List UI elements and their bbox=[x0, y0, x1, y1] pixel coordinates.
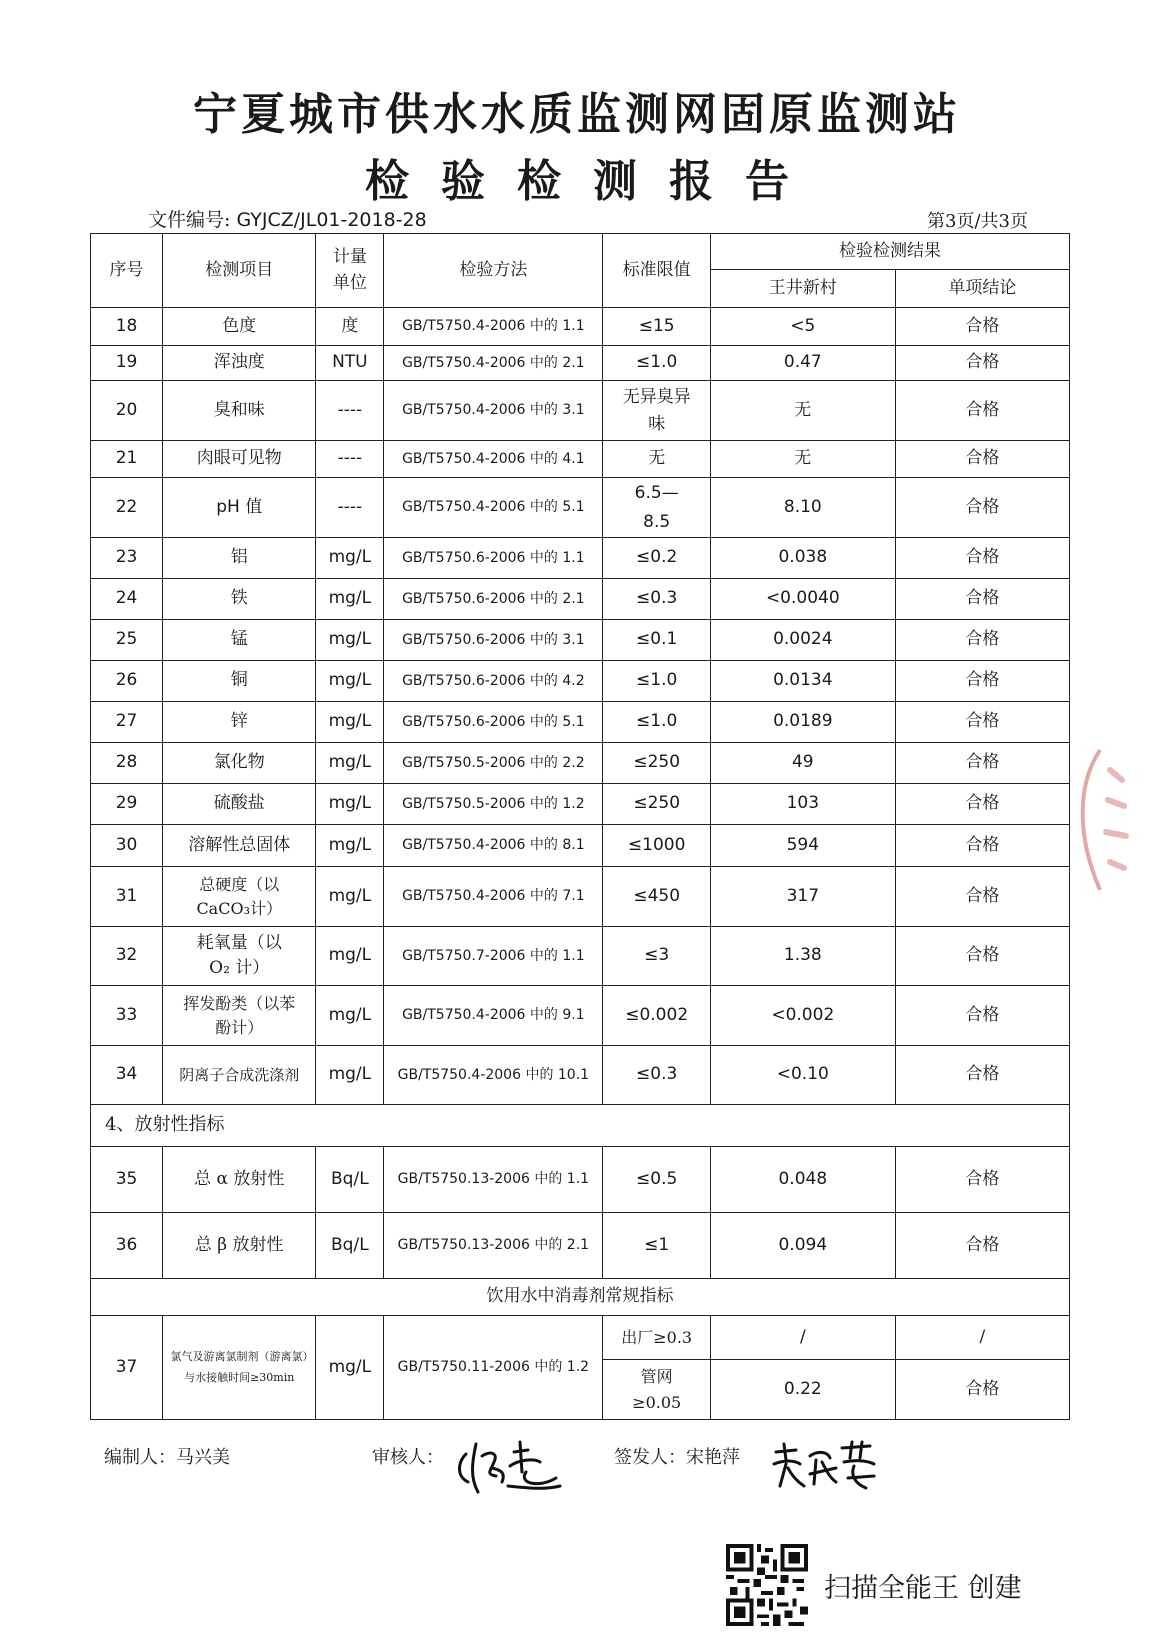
section-row bbox=[91, 1105, 1070, 1147]
row-verdict: 合格 bbox=[895, 381, 1069, 441]
row-limit: ≤0.5 bbox=[603, 1147, 711, 1213]
compiler bbox=[104, 1443, 230, 1469]
row-result-factory: / bbox=[710, 1316, 895, 1360]
row-verdict: 合格 bbox=[895, 986, 1069, 1046]
row-no: 34 bbox=[91, 1046, 163, 1105]
table-row bbox=[91, 620, 1070, 661]
section-radioactivity-title: 4、放射性指标 bbox=[91, 1105, 1070, 1147]
row-unit: mg/L bbox=[316, 1316, 384, 1420]
row-verdict: 合格 bbox=[895, 308, 1069, 346]
row-result-network: 0.22 bbox=[710, 1360, 895, 1420]
row-result: 无 bbox=[710, 441, 895, 478]
row-result: 317 bbox=[710, 867, 895, 927]
row-verdict: 合格 bbox=[895, 825, 1069, 867]
row-verdict: 合格 bbox=[895, 441, 1069, 478]
row-item: 铁 bbox=[163, 579, 316, 620]
row-limit: ≤0.1 bbox=[603, 620, 711, 661]
table-row bbox=[91, 927, 1070, 986]
row-result: 0.048 bbox=[710, 1147, 895, 1213]
row-unit: mg/L bbox=[316, 986, 384, 1046]
row-no: 28 bbox=[91, 743, 163, 784]
row-method: GB/T5750.4-2006 中的 3.1 bbox=[384, 381, 603, 441]
row-verdict: 合格 bbox=[895, 661, 1069, 702]
row-limit: ≤1 bbox=[603, 1213, 711, 1279]
header-results: 检验检测结果 bbox=[710, 234, 1069, 270]
row-unit: NTU bbox=[316, 346, 384, 381]
row-unit: mg/L bbox=[316, 538, 384, 579]
row-limit: ≤3 bbox=[603, 927, 711, 986]
row-result: <0.10 bbox=[710, 1046, 895, 1105]
qr-code-icon bbox=[726, 1544, 808, 1626]
row-item: 氯化物 bbox=[163, 743, 316, 784]
row-item: 臭和味 bbox=[163, 381, 316, 441]
row-no: 18 bbox=[91, 308, 163, 346]
table-row bbox=[91, 1046, 1070, 1105]
row-item: 硫酸盐 bbox=[163, 784, 316, 825]
row-item: 溶解性总固体 bbox=[163, 825, 316, 867]
row-verdict: 合格 bbox=[895, 1213, 1069, 1279]
row-verdict: 合格 bbox=[895, 478, 1069, 538]
row-limit-network: 管网≥0.05 bbox=[603, 1360, 711, 1420]
row-item: 氯气及游离氯制剂（游离氯）与水接触时间≥30min bbox=[163, 1316, 316, 1420]
table-row bbox=[91, 825, 1070, 867]
row-item: 总硬度（以CaCO₃计） bbox=[163, 867, 316, 927]
row-method: GB/T5750.4-2006 中的 8.1 bbox=[384, 825, 603, 867]
table-row bbox=[91, 867, 1070, 927]
row-verdict: 合格 bbox=[895, 1046, 1069, 1105]
table-row bbox=[91, 702, 1070, 743]
row-no: 37 bbox=[91, 1316, 163, 1420]
issuer-label: 签发人： bbox=[614, 1447, 686, 1468]
row-no: 25 bbox=[91, 620, 163, 661]
row-verdict: 合格 bbox=[895, 1147, 1069, 1213]
table-row bbox=[91, 441, 1070, 478]
row-unit: mg/L bbox=[316, 867, 384, 927]
row-result: <0.0040 bbox=[710, 579, 895, 620]
row-no: 24 bbox=[91, 579, 163, 620]
row-item: 浑浊度 bbox=[163, 346, 316, 381]
table-row bbox=[91, 1147, 1070, 1213]
table-row bbox=[91, 986, 1070, 1046]
row-item: pH 值 bbox=[163, 478, 316, 538]
row-method: GB/T5750.5-2006 中的 1.2 bbox=[384, 784, 603, 825]
row-no: 23 bbox=[91, 538, 163, 579]
report-org-title: 宁夏城市供水水质监测网固原监测站 bbox=[193, 89, 961, 140]
issuer-name: 宋艳萍 bbox=[686, 1447, 740, 1468]
row-unit: mg/L bbox=[316, 620, 384, 661]
table-row bbox=[91, 346, 1070, 381]
row-unit: ---- bbox=[316, 381, 384, 441]
row-method: GB/T5750.6-2006 中的 5.1 bbox=[384, 702, 603, 743]
header-limit: 标准限值 bbox=[603, 234, 711, 308]
row-no: 21 bbox=[91, 441, 163, 478]
row-limit: ≤1.0 bbox=[603, 702, 711, 743]
row-no: 26 bbox=[91, 661, 163, 702]
row-method: GB/T5750.4-2006 中的 7.1 bbox=[384, 867, 603, 927]
row-no: 36 bbox=[91, 1213, 163, 1279]
document-number-value: GYJCZ/JL01-2018-28 bbox=[236, 209, 427, 231]
row-limit: ≤1.0 bbox=[603, 346, 711, 381]
header-method: 检验方法 bbox=[384, 234, 603, 308]
row-item: 铝 bbox=[163, 538, 316, 579]
row-item: 总 α 放射性 bbox=[163, 1147, 316, 1213]
row-unit: ---- bbox=[316, 441, 384, 478]
row-limit: 无异臭异味 bbox=[603, 381, 711, 441]
row-verdict: 合格 bbox=[895, 784, 1069, 825]
section-row bbox=[91, 1279, 1070, 1316]
row-item: 肉眼可见物 bbox=[163, 441, 316, 478]
row-limit: ≤0.2 bbox=[603, 538, 711, 579]
issuer-signature bbox=[770, 1438, 880, 1494]
table-row bbox=[91, 1316, 1070, 1360]
row-verdict: 合格 bbox=[895, 702, 1069, 743]
row-result: 594 bbox=[710, 825, 895, 867]
row-verdict: 合格 bbox=[895, 743, 1069, 784]
header-site: 王井新村 bbox=[710, 270, 895, 308]
row-no: 33 bbox=[91, 986, 163, 1046]
row-method: GB/T5750.6-2006 中的 2.1 bbox=[384, 579, 603, 620]
row-method: GB/T5750.11-2006 中的 1.2 bbox=[384, 1316, 603, 1420]
row-verdict: 合格 bbox=[895, 620, 1069, 661]
row-item: 铜 bbox=[163, 661, 316, 702]
row-result: <0.002 bbox=[710, 986, 895, 1046]
row-result: 0.038 bbox=[710, 538, 895, 579]
row-no: 30 bbox=[91, 825, 163, 867]
row-verdict-network: 合格 bbox=[895, 1360, 1069, 1420]
row-result: 0.47 bbox=[710, 346, 895, 381]
row-limit: ≤15 bbox=[603, 308, 711, 346]
row-method: GB/T5750.5-2006 中的 2.2 bbox=[384, 743, 603, 784]
row-result: <5 bbox=[710, 308, 895, 346]
row-item: 耗氧量（以 O₂ 计） bbox=[163, 927, 316, 986]
row-result: 8.10 bbox=[710, 478, 895, 538]
report-title: 检验检测报告 bbox=[365, 156, 821, 207]
row-unit: Bq/L bbox=[316, 1147, 384, 1213]
row-verdict: 合格 bbox=[895, 927, 1069, 986]
row-limit: ≤250 bbox=[603, 784, 711, 825]
row-no: 31 bbox=[91, 867, 163, 927]
row-no: 29 bbox=[91, 784, 163, 825]
table-row bbox=[91, 381, 1070, 441]
row-no: 19 bbox=[91, 346, 163, 381]
header-unit: 计量单位 bbox=[316, 234, 384, 308]
header-seq: 序号 bbox=[91, 234, 163, 308]
row-method: GB/T5750.6-2006 中的 3.1 bbox=[384, 620, 603, 661]
row-unit: ---- bbox=[316, 478, 384, 538]
row-result: 49 bbox=[710, 743, 895, 784]
row-result: 无 bbox=[710, 381, 895, 441]
row-verdict: 合格 bbox=[895, 867, 1069, 927]
compiler-label: 编制人： bbox=[104, 1447, 176, 1468]
table-row bbox=[91, 661, 1070, 702]
row-method: GB/T5750.6-2006 中的 4.2 bbox=[384, 661, 603, 702]
row-item: 阴离子合成洗涤剂 bbox=[163, 1046, 316, 1105]
row-method: GB/T5750.6-2006 中的 1.1 bbox=[384, 538, 603, 579]
page-indicator: 第3页/共3页 bbox=[927, 211, 1028, 232]
row-result: 0.0134 bbox=[710, 661, 895, 702]
row-result: 103 bbox=[710, 784, 895, 825]
row-unit: Bq/L bbox=[316, 1213, 384, 1279]
row-limit: ≤0.3 bbox=[603, 1046, 711, 1105]
row-unit: mg/L bbox=[316, 784, 384, 825]
row-method: GB/T5750.4-2006 中的 1.1 bbox=[384, 308, 603, 346]
row-no: 22 bbox=[91, 478, 163, 538]
issuer bbox=[614, 1443, 740, 1469]
table-row bbox=[91, 1213, 1070, 1279]
row-method: GB/T5750.13-2006 中的 2.1 bbox=[384, 1213, 603, 1279]
table-row bbox=[91, 784, 1070, 825]
results-table bbox=[90, 233, 1070, 1420]
official-seal bbox=[1070, 740, 1154, 900]
row-result: 0.0024 bbox=[710, 620, 895, 661]
row-item: 总 β 放射性 bbox=[163, 1213, 316, 1279]
row-unit: mg/L bbox=[316, 579, 384, 620]
row-unit: mg/L bbox=[316, 927, 384, 986]
reviewer-label: 审核人： bbox=[372, 1447, 444, 1468]
table-row bbox=[91, 308, 1070, 346]
row-method: GB/T5750.7-2006 中的 1.1 bbox=[384, 927, 603, 986]
table-row bbox=[91, 579, 1070, 620]
reviewer-signature bbox=[448, 1432, 568, 1496]
row-no: 32 bbox=[91, 927, 163, 986]
document-number-label: 文件编号: bbox=[148, 209, 231, 231]
table-row bbox=[91, 478, 1070, 538]
row-item: 挥发酚类（以苯酚计） bbox=[163, 986, 316, 1046]
row-limit: ≤250 bbox=[603, 743, 711, 784]
row-verdict: 合格 bbox=[895, 579, 1069, 620]
row-method: GB/T5750.4-2006 中的 5.1 bbox=[384, 478, 603, 538]
row-method: GB/T5750.4-2006 中的 4.1 bbox=[384, 441, 603, 478]
table-row bbox=[91, 538, 1070, 579]
row-unit: mg/L bbox=[316, 661, 384, 702]
row-limit: ≤450 bbox=[603, 867, 711, 927]
row-unit: mg/L bbox=[316, 825, 384, 867]
row-verdict: 合格 bbox=[895, 538, 1069, 579]
row-method: GB/T5750.4-2006 中的 10.1 bbox=[384, 1046, 603, 1105]
scanner-watermark: 扫描全能王 创建 bbox=[824, 1573, 1022, 1604]
row-limit-factory: 出厂≥0.3 bbox=[603, 1316, 711, 1360]
row-verdict-factory: / bbox=[895, 1316, 1069, 1360]
row-limit: ≤0.3 bbox=[603, 579, 711, 620]
row-unit: mg/L bbox=[316, 702, 384, 743]
row-result: 0.0189 bbox=[710, 702, 895, 743]
row-item: 锰 bbox=[163, 620, 316, 661]
header-verdict: 单项结论 bbox=[895, 270, 1069, 308]
table-header-row bbox=[91, 234, 1070, 270]
row-unit: mg/L bbox=[316, 1046, 384, 1105]
compiler-name: 马兴美 bbox=[176, 1447, 230, 1468]
row-limit: ≤1000 bbox=[603, 825, 711, 867]
section-disinfectant-title: 饮用水中消毒剂常规指标 bbox=[91, 1279, 1070, 1316]
table-row bbox=[91, 743, 1070, 784]
row-method: GB/T5750.4-2006 中的 9.1 bbox=[384, 986, 603, 1046]
row-no: 35 bbox=[91, 1147, 163, 1213]
row-result: 1.38 bbox=[710, 927, 895, 986]
row-limit: 6.5—8.5 bbox=[603, 478, 711, 538]
row-verdict: 合格 bbox=[895, 346, 1069, 381]
row-item: 色度 bbox=[163, 308, 316, 346]
row-method: GB/T5750.13-2006 中的 1.1 bbox=[384, 1147, 603, 1213]
row-limit: ≤0.002 bbox=[603, 986, 711, 1046]
row-no: 20 bbox=[91, 381, 163, 441]
row-result: 0.094 bbox=[710, 1213, 895, 1279]
header-item: 检测项目 bbox=[163, 234, 316, 308]
row-limit: ≤1.0 bbox=[603, 661, 711, 702]
document-number bbox=[148, 205, 427, 232]
row-no: 27 bbox=[91, 702, 163, 743]
row-unit: mg/L bbox=[316, 743, 384, 784]
row-unit: 度 bbox=[316, 308, 384, 346]
row-limit: 无 bbox=[603, 441, 711, 478]
row-method: GB/T5750.4-2006 中的 2.1 bbox=[384, 346, 603, 381]
row-item: 锌 bbox=[163, 702, 316, 743]
